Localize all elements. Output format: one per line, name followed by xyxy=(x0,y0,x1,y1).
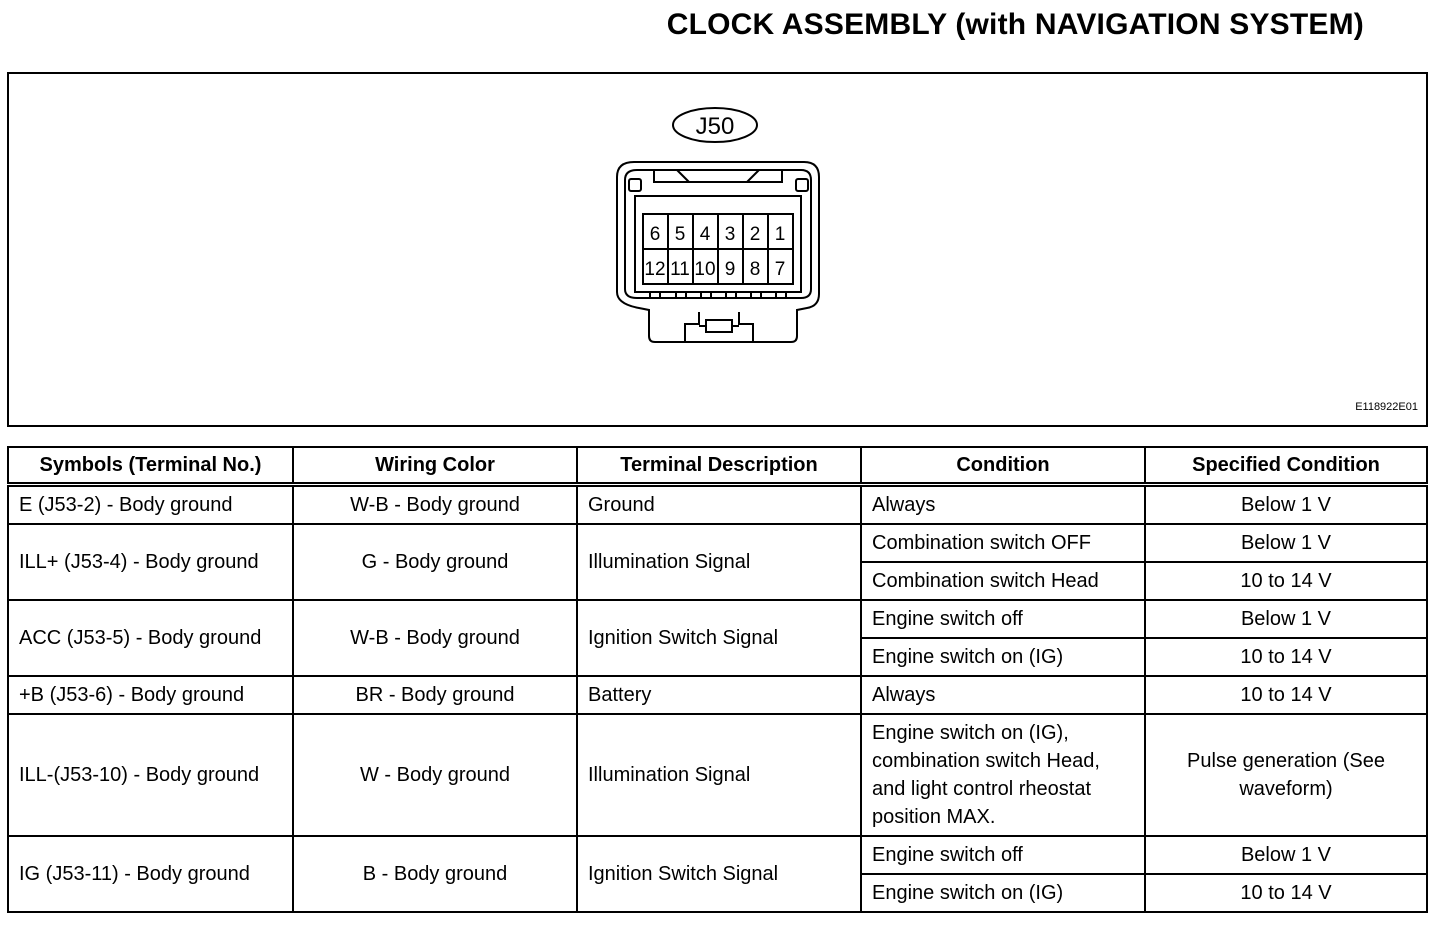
condition-cell: Combination switch OFF xyxy=(861,524,1145,562)
pin-label: 1 xyxy=(774,224,786,245)
wiring-color-cell: G - Body ground xyxy=(293,524,577,600)
spec-cell: 10 to 14 V xyxy=(1145,874,1427,912)
wiring-color-cell: W-B - Body ground xyxy=(293,485,577,525)
pin-grid xyxy=(643,214,793,284)
pin-label: 6 xyxy=(649,224,661,245)
condition-cell: Engine switch on (IG) xyxy=(861,874,1145,912)
col-header-specified-condition: Specified Condition xyxy=(1145,447,1427,485)
spec-cell: 10 to 14 V xyxy=(1145,638,1427,676)
spec-cell: Below 1 V xyxy=(1145,836,1427,874)
pin-label: 5 xyxy=(674,224,686,245)
condition-cell: Always xyxy=(861,676,1145,714)
connector-diagram xyxy=(9,74,1426,425)
connector-diagram-panel xyxy=(7,72,1428,427)
condition-cell: Engine switch off xyxy=(861,600,1145,638)
symbol-cell: ACC (J53-5) - Body ground xyxy=(8,600,293,676)
description-cell: Battery xyxy=(577,676,861,714)
connector-label: J50 xyxy=(695,113,735,140)
table-header-row xyxy=(8,447,1427,485)
wiring-color-cell: W - Body ground xyxy=(293,714,577,836)
pin-label: 2 xyxy=(749,224,761,245)
spec-cell: 10 to 14 V xyxy=(1145,676,1427,714)
table-row xyxy=(8,524,1427,562)
col-header-terminal-description: Terminal Description xyxy=(577,447,861,485)
description-cell: Ground xyxy=(577,485,861,525)
pin-label: 3 xyxy=(724,224,736,245)
pin-label: 4 xyxy=(699,224,711,245)
col-header-condition: Condition xyxy=(861,447,1145,485)
pin-label: 11 xyxy=(670,259,690,280)
symbol-cell: +B (J53-6) - Body ground xyxy=(8,676,293,714)
col-header-symbols: Symbols (Terminal No.) xyxy=(8,447,293,485)
spec-cell: Pulse generation (See waveform) xyxy=(1145,714,1427,836)
symbol-cell: ILL+ (J53-4) - Body ground xyxy=(8,524,293,600)
col-header-wiring-color: Wiring Color xyxy=(293,447,577,485)
pin-label: 12 xyxy=(644,259,666,280)
pin-label: 10 xyxy=(694,259,716,280)
table-row xyxy=(8,485,1427,525)
description-cell: Illumination Signal xyxy=(577,714,861,836)
table-row xyxy=(8,676,1427,714)
lock-clip xyxy=(685,312,753,342)
mounting-square-left xyxy=(629,179,641,191)
spec-cell: Below 1 V xyxy=(1145,485,1427,525)
description-cell: Ignition Switch Signal xyxy=(577,836,861,912)
pin-label: 8 xyxy=(749,259,761,280)
figure-code: E118922E01 xyxy=(1355,401,1418,413)
condition-cell: Engine switch off xyxy=(861,836,1145,874)
symbol-cell: E (J53-2) - Body ground xyxy=(8,485,293,525)
pin-label: 9 xyxy=(724,259,736,280)
spec-cell: Below 1 V xyxy=(1145,600,1427,638)
terminal-table xyxy=(7,446,1428,913)
pin-label: 7 xyxy=(774,259,786,280)
description-cell: Ignition Switch Signal xyxy=(577,600,861,676)
table-row xyxy=(8,714,1427,836)
symbol-cell: ILL-(J53-10) - Body ground xyxy=(8,714,293,836)
wiring-color-cell: W-B - Body ground xyxy=(293,600,577,676)
mounting-square-right xyxy=(796,179,808,191)
table-row xyxy=(8,836,1427,874)
condition-cell: Combination switch Head xyxy=(861,562,1145,600)
condition-cell: Engine switch on (IG), combination switch Head, and light control rheostat position MAX. xyxy=(861,714,1145,836)
spec-cell: Below 1 V xyxy=(1145,524,1427,562)
spec-cell: 10 to 14 V xyxy=(1145,562,1427,600)
condition-cell: Always xyxy=(861,485,1145,525)
wiring-color-cell: B - Body ground xyxy=(293,836,577,912)
table-row xyxy=(8,600,1427,638)
page-title: CLOCK ASSEMBLY (with NAVIGATION SYSTEM) xyxy=(666,8,1364,41)
wiring-color-cell: BR - Body ground xyxy=(293,676,577,714)
condition-cell: Engine switch on (IG) xyxy=(861,638,1145,676)
symbol-cell: IG (J53-11) - Body ground xyxy=(8,836,293,912)
description-cell: Illumination Signal xyxy=(577,524,861,600)
